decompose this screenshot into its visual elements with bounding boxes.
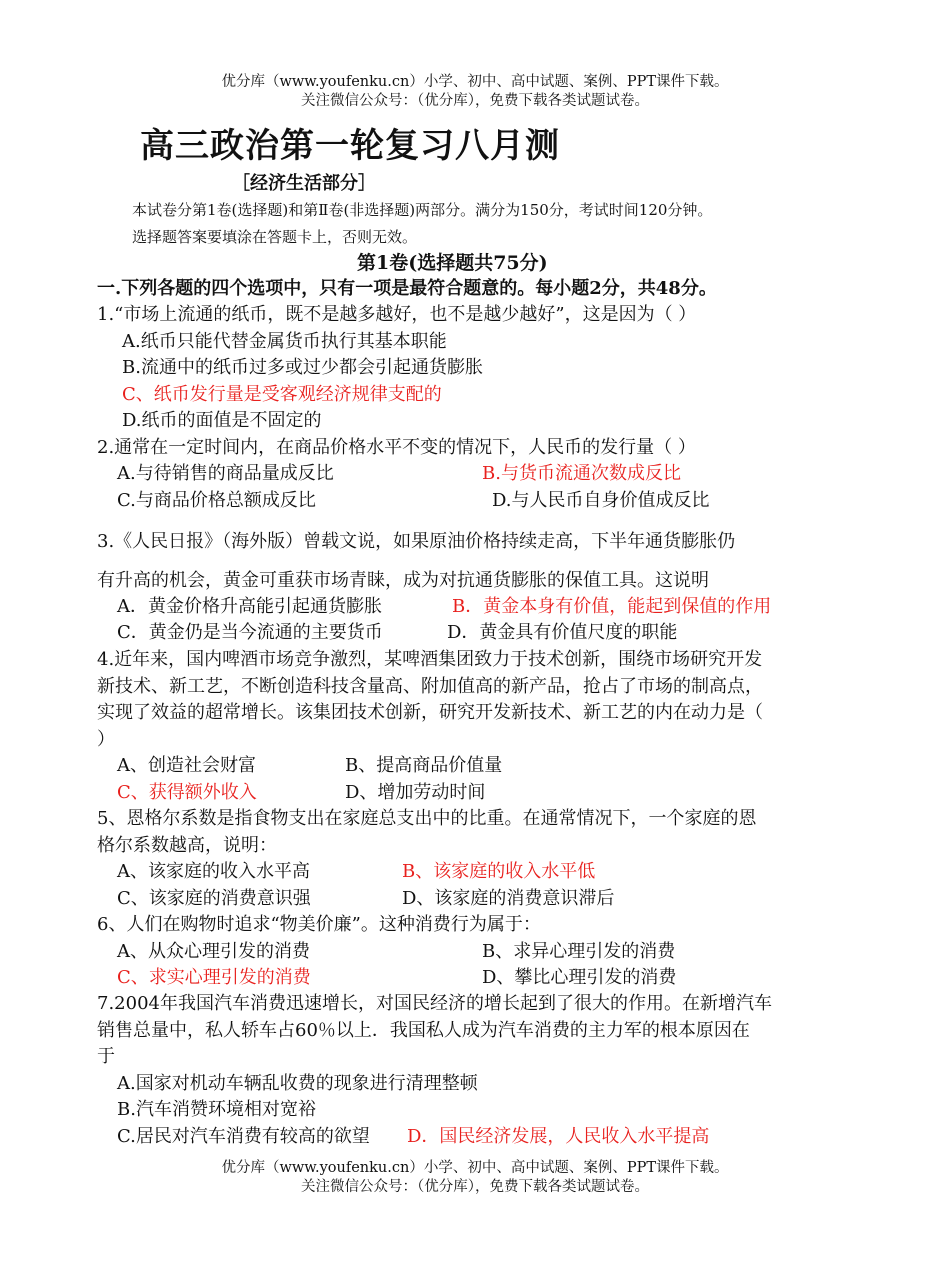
q4-option-d: D、增加劳动时间 <box>345 782 486 803</box>
q6-option-b: B、求异心理引发的消费 <box>482 941 676 962</box>
q6-option-a: A、从众心理引发的消费 <box>117 941 310 962</box>
intro-line-1: 本试卷分第1卷(选择题)和第Ⅱ卷(非选择题)两部分。满分为150分，考试时间120分钟。 <box>132 201 713 219</box>
q7-stem-line-1: 7.2004年我国汽车消费迅速增长，对国民经济的增长起到了很大的作用。在新增汽车 <box>97 993 772 1014</box>
q5-stem-line-2: 格尔系数越高，说明： <box>97 835 277 856</box>
header-line-2: 关注微信公众号：（优分库），免费下载各类试题试卷。 <box>301 93 649 109</box>
q6-option-c-answer: C、求实心理引发的消费 <box>117 967 311 988</box>
q1-option-a: A.纸币只能代替金属货币执行其基本职能 <box>122 331 447 352</box>
q3-option-d: D．黄金具有价值尺度的职能 <box>447 622 678 643</box>
q5-option-c: C、该家庭的消费意识强 <box>117 888 311 909</box>
instruction: 一.下列各题的四个选项中，只有一项是最符合题意的。每小题2分，共48分。 <box>97 278 717 299</box>
q5-stem-line-1: 5、恩格尔系数是指食物支出在家庭总支出中的比重。在通常情况下，一个家庭的恩 <box>97 808 757 829</box>
q2-option-a: A.与待销售的商品量成反比 <box>117 463 334 484</box>
q1-option-d: D.纸币的面值是不固定的 <box>122 410 322 431</box>
q2-stem: 2.通常在一定时间内，在商品价格水平不变的情况下，人民币的发行量（ ） <box>97 437 696 458</box>
header-line-1: 优分库（www.youfenku.cn）小学、初中、高中试题、案例、PPT课件下载。 <box>221 74 729 90</box>
q6-option-d: D、攀比心理引发的消费 <box>482 967 677 988</box>
q7-stem-line-3: 于 <box>97 1046 115 1067</box>
intro-line-2: 选择题答案要填涂在答题卡上，否则无效。 <box>132 228 418 246</box>
q5-option-a: A、该家庭的收入水平高 <box>117 861 310 882</box>
section-title: 第1卷(选择题共75分) <box>357 252 548 274</box>
q3-stem-line-1: 3.《人民日报》（海外版）曾载文说，如果原油价格持续走高，下半年通货膨胀仍 <box>97 531 736 552</box>
q4-option-a: A、创造社会财富 <box>117 755 256 776</box>
page-title: 高三政治第一轮复习八月测 <box>140 126 560 166</box>
footer-line-1: 优分库（www.youfenku.cn）小学、初中、高中试题、案例、PPT课件下载。 <box>221 1160 729 1176</box>
q3-stem-line-2: 有升高的机会，黄金可重获市场青睐，成为对抗通货膨胀的保值工具。这说明 <box>97 570 709 591</box>
q6-stem: 6、人们在购物时追求“物美价廉”。这种消费行为属于： <box>97 914 541 935</box>
q5-option-b-answer: B、该家庭的收入水平低 <box>402 861 596 882</box>
q1-option-c-answer: C、纸币发行量是受客观经济规律支配的 <box>122 384 442 405</box>
q4-stem-line-2: 新技术、新工艺，不断创造科技含量高、附加值高的新产品，抢占了市场的制高点， <box>97 676 763 697</box>
q4-stem-line-3: 实现了效益的超常增长。该集团技术创新，研究开发新技术、新工艺的内在动力是（ <box>97 702 763 723</box>
q4-stem-line-4: ） <box>97 729 115 750</box>
q2-option-d: D.与人民币自身价值成反比 <box>492 490 710 511</box>
q4-option-b: B、提高商品价值量 <box>345 755 503 776</box>
q4-option-c-answer: C、获得额外收入 <box>117 782 257 803</box>
q7-option-b: B.汽车消赞环境相对宽裕 <box>117 1099 316 1120</box>
q3-option-a: A．黄金价格升高能引起通货膨胀 <box>117 596 382 617</box>
q5-option-d: D、该家庭的消费意识滞后 <box>402 888 615 909</box>
q3-option-b-answer: B．黄金本身有价值，能起到保值的作用 <box>452 596 772 617</box>
q7-option-a: A.国家对机动车辆乱收费的现象进行清理整顿 <box>117 1073 478 1094</box>
footer-line-2: 关注微信公众号：（优分库），免费下载各类试题试卷。 <box>301 1179 649 1195</box>
q1-stem: 1.“市场上流通的纸币，既不是越多越好，也不是越少越好”，这是因为（ ） <box>97 304 697 325</box>
q3-option-c: C．黄金仍是当今流通的主要货币 <box>117 622 383 643</box>
q2-option-c: C.与商品价格总额成反比 <box>117 490 316 511</box>
q7-option-c: C.居民对汽车消费有较高的欲望 <box>117 1126 370 1147</box>
q1-option-b: B.流通中的纸币过多或过少都会引起通货膨胀 <box>122 357 483 378</box>
q7-stem-line-2: 销售总量中，私人轿车占60％以上．我国私人成为汽车消费的主力军的根本原因在 <box>97 1020 750 1041</box>
q7-option-d-answer: D．国民经济发展，人民收入水平提高 <box>407 1126 710 1147</box>
page-subtitle: ［经济生活部分］ <box>232 173 376 194</box>
q4-stem-line-1: 4.近年来，国内啤酒市场竞争激烈，某啤酒集团致力于技术创新，围绕市场研究开发 <box>97 649 763 670</box>
q2-option-b-answer: B.与货币流通次数成反比 <box>482 463 681 484</box>
